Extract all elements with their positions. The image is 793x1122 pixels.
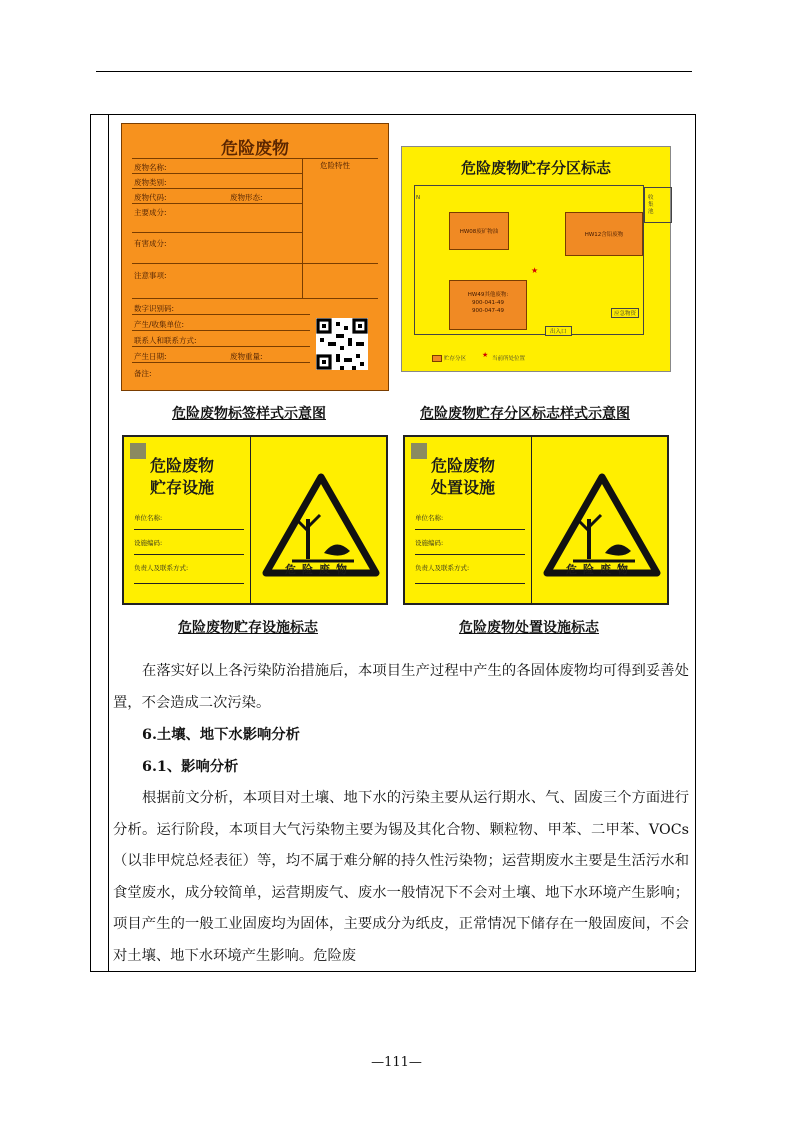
storage-code: 设施编码: <box>134 539 163 547</box>
floor-plan <box>414 185 644 335</box>
storage-facility-sign <box>122 435 388 605</box>
page-number: —111— <box>371 1055 422 1070</box>
header-rule <box>96 71 692 72</box>
field-remark: 备注: <box>134 369 152 378</box>
field-name: 废物名称: <box>134 163 167 172</box>
paragraph-1: 在落实好以上各污染防治措施后，本项目生产过程中产生的各固体废物均可得到妥善处置，不会造成二次污染。 <box>113 663 689 711</box>
field-contact: 联系人和联系方式: <box>134 336 197 345</box>
disposal-caption: 危险废物处置设施标志 <box>459 620 599 636</box>
storage-zone-sign <box>401 146 671 372</box>
storage-unit: 单位名称: <box>134 514 163 522</box>
field-digital: 数字识别码: <box>134 304 175 313</box>
disposal-tri-label: 危险废物 <box>566 563 634 576</box>
storage-tri-label: 危险废物 <box>285 563 353 576</box>
field-main: 主要成分: <box>134 208 167 217</box>
field-notice: 注意事项: <box>134 271 167 280</box>
current-position-star-icon: ★ <box>531 266 539 275</box>
field-code: 废物代码: <box>134 193 167 202</box>
north-marker: N <box>416 195 421 201</box>
legend-star-icon: ★ <box>482 351 489 359</box>
field-producer: 产生/收集单位: <box>134 320 185 329</box>
disposal-person: 负责人及联系方式: <box>415 564 470 572</box>
disposal-unit: 单位名称: <box>415 514 444 522</box>
field-weight: 废物重量: <box>230 352 263 361</box>
label-title: 危险废物 <box>221 139 289 159</box>
legend-area: 贮存分区 <box>444 356 467 362</box>
storage-caption: 危险废物贮存设施标志 <box>178 620 318 636</box>
emergency-supplies: 应急物资 <box>611 308 639 318</box>
paragraph-2: 根据前文分析，本项目对土壤、地下水的污染主要从运行期水、气、固废三个方面进行分析。运行阶段，本项目大气污染物主要为锡及其化合物、颗粒物、甲苯、二甲苯、VOCs（以非甲烷总烃表征）等，均不属于难分解的持久性污染物；运营期废水主要是生活污水和食堂废水，成分较简单，运营期废气、废水一般情况下不会对土壤、地下水环境产生影响；项目产生的一般工业固废均为固体，主要成分为纸皮，正常情况下储存在一般固废间，不会对土壤、地下水环境产生影响。危险废 <box>113 790 689 964</box>
disposal-code: 设施编码: <box>415 539 444 547</box>
collection-pool: 收集池 <box>648 195 654 215</box>
stamp-icon <box>411 443 427 459</box>
storage-person: 负责人及联系方式: <box>134 564 189 572</box>
field-form: 废物形态: <box>230 193 263 202</box>
qr-code <box>316 318 368 370</box>
zone-hw12: HW12含铅废物 <box>565 212 643 256</box>
field-date: 产生日期: <box>134 352 167 361</box>
disposal-title-1: 危险废物 <box>431 456 496 475</box>
zone-title: 危险废物贮存分区标志 <box>460 159 611 177</box>
disposal-title-2: 处置设施 <box>431 478 496 497</box>
stamp-icon <box>130 443 146 459</box>
field-hazard: 危险特性 <box>320 161 350 170</box>
legend-area-swatch <box>432 355 442 362</box>
zone-hw49: HW49其他废物: 900-041-49 900-047-49 <box>449 280 527 330</box>
legend-position: 当前所处位置 <box>492 356 526 362</box>
entrance: 出入口 <box>545 326 572 336</box>
storage-title-2: 贮存设施 <box>150 478 215 497</box>
table-inner-border <box>108 114 109 972</box>
zone-caption: 危险废物贮存分区标志样式示意图 <box>420 406 630 422</box>
field-harmful: 有害成分: <box>134 239 167 248</box>
heading-6: 6.土壤、地下水影响分析 <box>142 727 300 743</box>
disposal-facility-sign <box>403 435 669 605</box>
heading-6-1: 6.1、影响分析 <box>142 759 239 775</box>
zone-hw08: HW08废矿物油 <box>449 212 509 250</box>
field-category: 废物类别: <box>134 178 167 187</box>
storage-title-1: 危险废物 <box>150 456 215 475</box>
hazardous-waste-label <box>121 123 389 391</box>
label-caption: 危险废物标签样式示意图 <box>172 406 326 422</box>
